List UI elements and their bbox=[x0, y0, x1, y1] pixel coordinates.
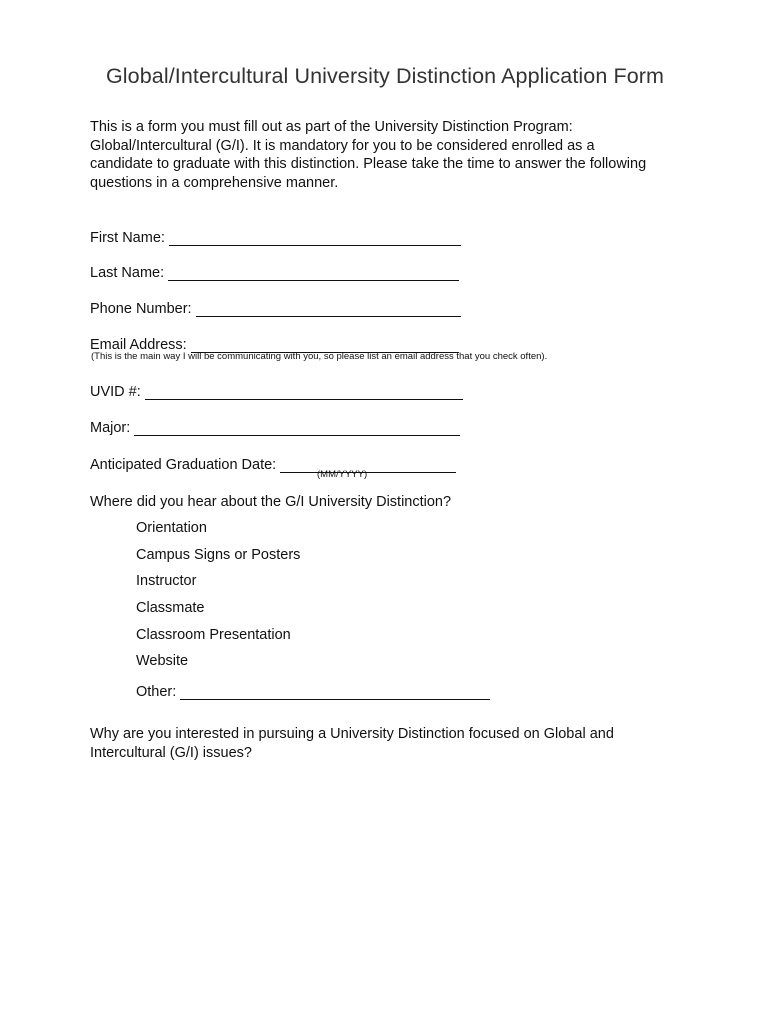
email-field bbox=[90, 331, 459, 353]
grad-date-input-line[interactable] bbox=[280, 458, 456, 473]
first-name-label: First Name: bbox=[90, 230, 165, 246]
option-website[interactable]: Website bbox=[136, 653, 189, 669]
major-label: Major: bbox=[90, 420, 131, 436]
question-why-line: Intercultural (G/I) issues? bbox=[90, 744, 252, 761]
last-name-field bbox=[90, 259, 459, 281]
option-other bbox=[136, 678, 490, 700]
major-input-line[interactable] bbox=[134, 421, 460, 436]
first-name-input-line[interactable] bbox=[169, 231, 461, 246]
uvid-label: UVID #: bbox=[90, 384, 141, 400]
intro-line: candidate to graduate with this distinction. Please take the time to answer the following bbox=[90, 156, 647, 172]
intro-line: Global/Intercultural (G/I). It is mandatory for you to be considered enrolled as a bbox=[90, 137, 595, 154]
email-label: Email Address: bbox=[90, 337, 187, 353]
grad-date-label: Anticipated Graduation Date: bbox=[90, 457, 277, 473]
intro-line: This is a form you must fill out as part of the University Distinction Program: bbox=[90, 119, 573, 135]
last-name-label: Last Name: bbox=[90, 265, 165, 281]
grad-date-format: (MM/YYYY) bbox=[317, 469, 368, 480]
phone-input-line[interactable] bbox=[196, 302, 461, 317]
other-input-line[interactable] bbox=[180, 685, 490, 700]
email-note: (This is the main way I will be communicating with you, so please list an email address that you check often). bbox=[91, 351, 548, 362]
uvid-input-line[interactable] bbox=[145, 385, 463, 400]
major-field bbox=[90, 414, 460, 436]
form-title: Global/Intercultural University Distinction Application Form bbox=[105, 64, 665, 88]
intro-paragraph bbox=[90, 118, 690, 192]
option-classmate[interactable]: Classmate bbox=[136, 600, 205, 616]
question-why bbox=[90, 725, 614, 762]
option-classroom-presentation[interactable]: Classroom Presentation bbox=[136, 627, 291, 643]
option-instructor[interactable]: Instructor bbox=[136, 573, 197, 589]
last-name-input-line[interactable] bbox=[168, 266, 459, 281]
question-hear: Where did you hear about the G/I University Distinction? bbox=[90, 494, 452, 510]
option-campus-signs[interactable]: Campus Signs or Posters bbox=[136, 547, 301, 563]
first-name-field bbox=[90, 224, 461, 246]
grad-date-field bbox=[90, 451, 456, 473]
question-why-line: Why are you interested in pursuing a University Distinction focused on Global and bbox=[90, 726, 614, 742]
other-label: Other: bbox=[136, 684, 177, 700]
phone-field bbox=[90, 295, 461, 317]
option-orientation[interactable]: Orientation bbox=[136, 520, 207, 536]
phone-label: Phone Number: bbox=[90, 301, 192, 317]
intro-line: questions in a comprehensive manner. bbox=[90, 174, 339, 191]
uvid-field bbox=[90, 378, 463, 400]
